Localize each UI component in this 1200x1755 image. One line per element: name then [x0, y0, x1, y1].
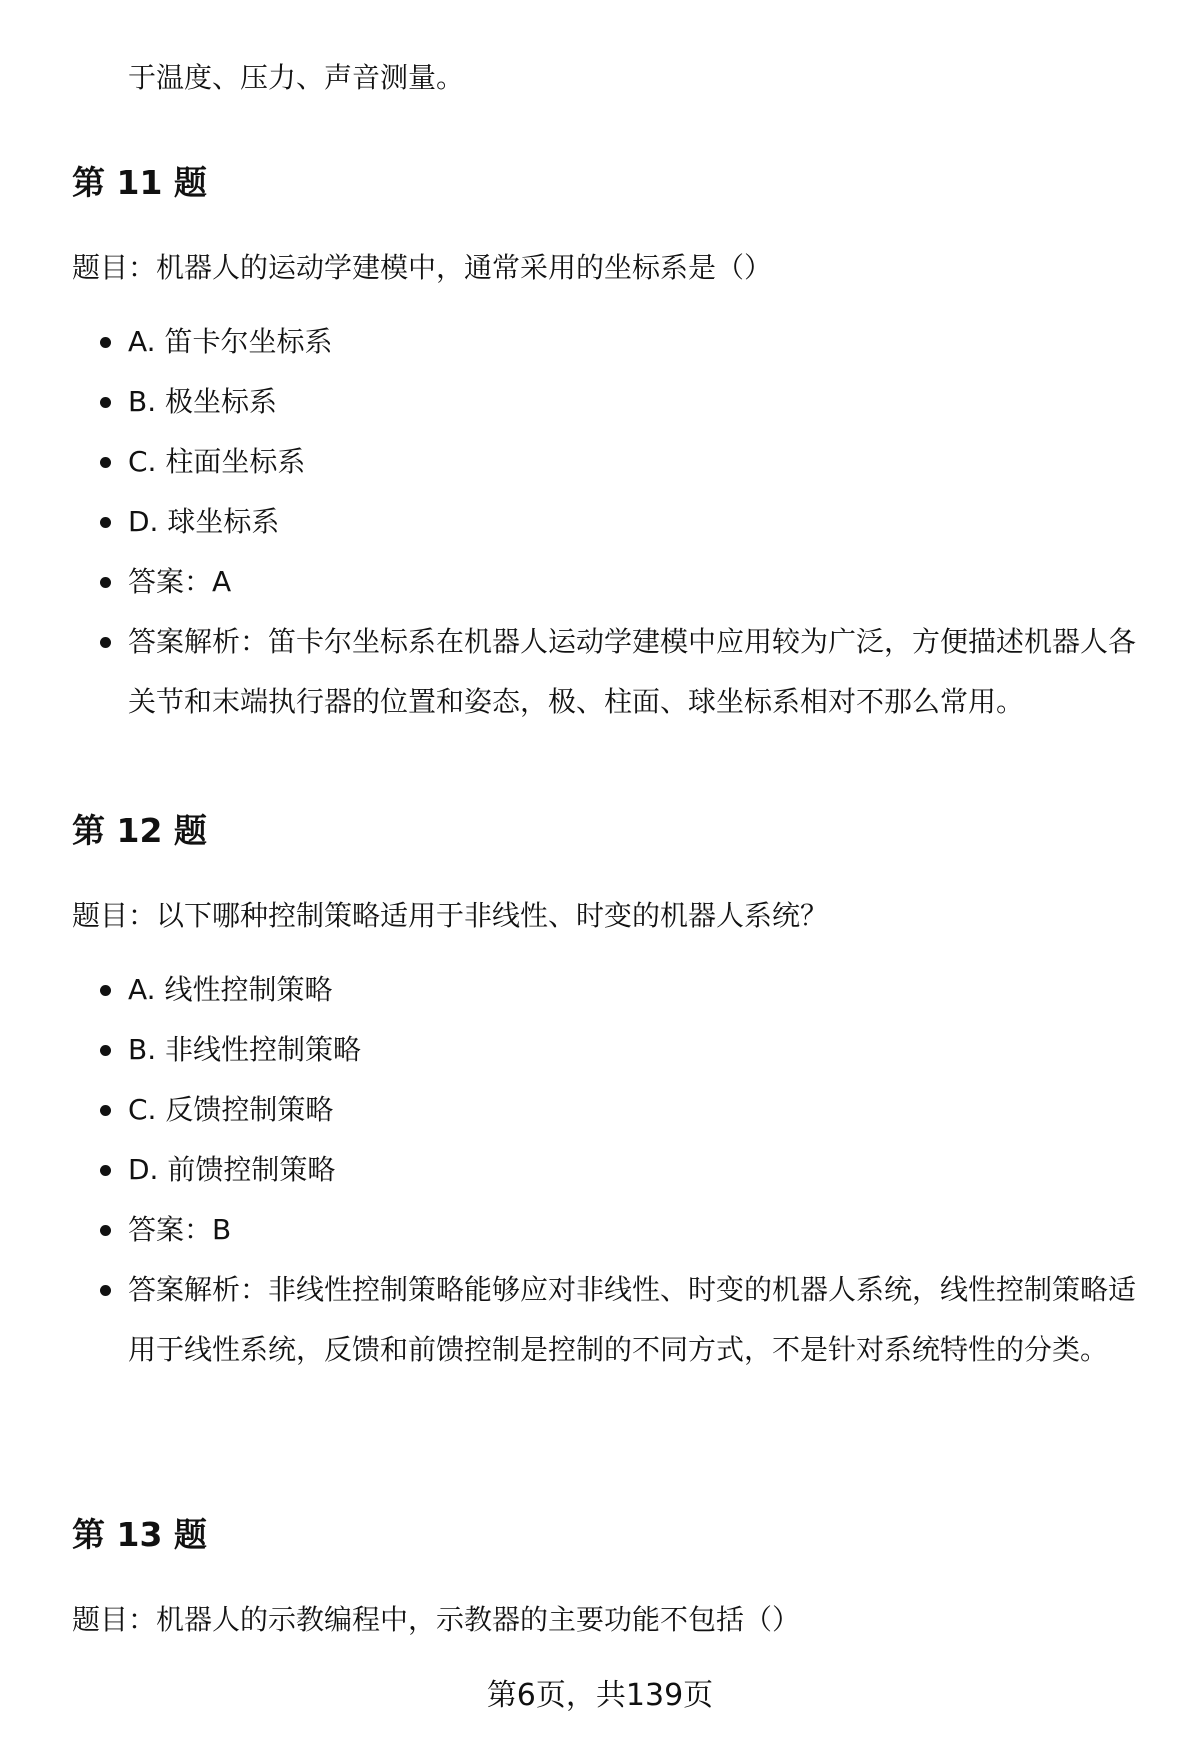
- continuation-text: 于温度、压力、声音测量。: [128, 61, 465, 94]
- bullet-icon: [100, 1105, 111, 1116]
- explanation-item: 答案解析：非线性控制策略能够应对非线性、时变的机器人系统，线性控制策略适用于线性系统，反馈和前馈控制是控制的不同方式，不是针对系统特性的分类。: [72, 1260, 1152, 1380]
- bullet-icon: [100, 337, 111, 348]
- bullet-icon: [100, 1165, 111, 1176]
- option-item: A. 线性控制策略: [72, 960, 1152, 1020]
- question-heading: 第 12 题: [72, 811, 207, 850]
- question-stem: 题目：机器人的运动学建模中，通常采用的坐标系是（）: [72, 251, 773, 284]
- bullet-icon: [100, 1285, 111, 1296]
- bullet-icon: [100, 637, 111, 648]
- bullet-icon: [100, 1045, 111, 1056]
- option-item: A. 笛卡尔坐标系: [72, 312, 1152, 372]
- option-item: D. 前馈控制策略: [72, 1140, 1152, 1200]
- question-heading: 第 11 题: [72, 163, 207, 202]
- bullet-icon: [100, 1225, 111, 1236]
- question-heading: 第 13 题: [72, 1515, 207, 1554]
- question-13: [72, 1512, 1152, 1636]
- page-number-footer: 第6页，共139页: [486, 1678, 714, 1713]
- bullet-icon: [100, 457, 111, 468]
- question-stem: 题目：以下哪种控制策略适用于非线性、时变的机器人系统？: [72, 899, 829, 932]
- question-12: [72, 808, 1152, 1366]
- option-item: B. 非线性控制策略: [72, 1020, 1152, 1080]
- option-item: D. 球坐标系: [72, 492, 1152, 552]
- bullet-icon: [100, 397, 111, 408]
- option-list: [72, 312, 1152, 732]
- option-list: [72, 960, 1152, 1380]
- bullet-icon: [100, 577, 111, 588]
- option-item: C. 柱面坐标系: [72, 432, 1152, 492]
- option-item: C. 反馈控制策略: [72, 1080, 1152, 1140]
- option-item: B. 极坐标系: [72, 372, 1152, 432]
- answer-item: 答案：A: [72, 552, 1152, 612]
- question-11: [72, 160, 1152, 718]
- question-stem: 题目：机器人的示教编程中，示教器的主要功能不包括（）: [72, 1603, 801, 1636]
- bullet-icon: [100, 985, 111, 996]
- explanation-item: 答案解析：笛卡尔坐标系在机器人运动学建模中应用较为广泛，方便描述机器人各关节和末端执行器的位置和姿态，极、柱面、球坐标系相对不那么常用。: [72, 612, 1152, 732]
- answer-item: 答案：B: [72, 1200, 1152, 1260]
- bullet-icon: [100, 517, 111, 528]
